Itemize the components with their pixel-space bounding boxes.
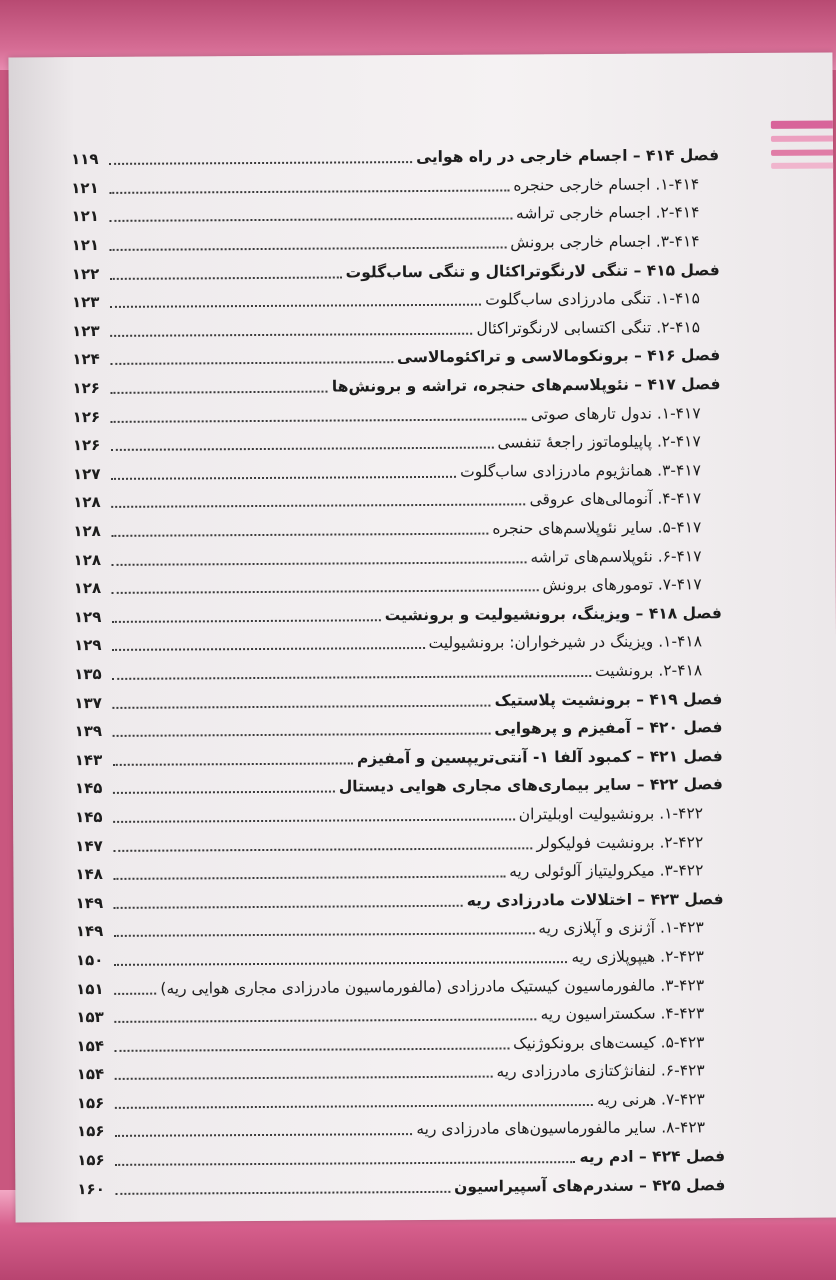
toc-page-number: ۱۲۸ bbox=[73, 579, 102, 598]
toc-entry-title: ۴-۴۱۷. آنومالی‌های عروقی bbox=[529, 489, 702, 509]
toc-dot-leader bbox=[109, 161, 412, 165]
toc-chapter-row bbox=[76, 885, 724, 918]
toc-entry-title: فصل ۴۱۴ – اجسام خارجی در راه هوایی bbox=[416, 146, 720, 167]
toc-page-number: ۱۵۳ bbox=[76, 1008, 104, 1027]
toc-entry-title: فصل ۴۱۵ – تنگی لارنگوتراکئال و تنگی ساب‌گلوت bbox=[345, 260, 720, 282]
toc-page-number: ۱۵۴ bbox=[76, 1065, 105, 1084]
toc-page-number: ۱۵۶ bbox=[76, 1093, 105, 1113]
toc-entry-title: ۱-۴۱۴. اجسام خارجی حنجره bbox=[513, 175, 700, 195]
toc-dot-leader bbox=[110, 391, 327, 394]
toc-chapter-row bbox=[77, 1142, 725, 1175]
toc-page-number: ۱۲۹ bbox=[73, 636, 102, 655]
toc-entry-title: ۴-۴۲۳. سکستراسیون ریه bbox=[540, 1004, 705, 1024]
toc-entry-title: ۵-۴۲۳. کیست‌های برونکوژنیک bbox=[513, 1032, 705, 1053]
toc-dot-leader bbox=[111, 504, 525, 509]
toc-page-number: ۱۵۴ bbox=[76, 1036, 105, 1055]
table-of-contents bbox=[71, 141, 725, 1203]
toc-dot-leader bbox=[110, 276, 342, 279]
toc-page-number: ۱۱۹ bbox=[71, 150, 99, 169]
toc-chapter-row bbox=[72, 370, 720, 403]
toc-section-row bbox=[72, 313, 720, 346]
toc-section-row bbox=[74, 656, 722, 689]
toc-entry-title: فصل ۴۲۵ – سندرم‌های آسپیراسیون bbox=[454, 1175, 726, 1196]
toc-dot-leader bbox=[112, 619, 381, 623]
toc-section-row bbox=[73, 541, 721, 574]
toc-entry-title: ۲-۴۲۲. برونشیت فولیکولر bbox=[536, 832, 704, 852]
toc-entry-title: ۱-۴۲۳. آژنزی و آپلازی ریه bbox=[538, 918, 704, 938]
toc-entry-title: ۲-۴۱۵. تنگی اکتسابی لارنگوتراکئال bbox=[476, 318, 701, 338]
toc-entry-title: فصل ۴۲۴ – ادم ریه bbox=[579, 1147, 726, 1167]
toc-entry-title: فصل ۴۱۷ – نئوپلاسم‌های حنجره، تراشه و برونش‌ها bbox=[331, 375, 721, 396]
toc-page-number: ۱۵۶ bbox=[77, 1151, 105, 1170]
toc-dot-leader bbox=[113, 762, 353, 765]
toc-entry-title: ۳-۴۱۷. همانژیوم مادرزادی ساب‌گلوت bbox=[460, 461, 702, 481]
toc-dot-leader bbox=[115, 1076, 493, 1080]
toc-chapter-row bbox=[72, 341, 720, 374]
toc-page-number: ۱۲۱ bbox=[71, 236, 100, 255]
toc-page-number: ۱۵۶ bbox=[76, 1122, 105, 1141]
toc-section-row bbox=[74, 570, 722, 603]
toc-entry-title: ۱-۴۱۷. ندول تارهای صوتی bbox=[530, 403, 701, 423]
toc-section-row bbox=[71, 170, 719, 203]
toc-entry-title: ۳-۴۲۳. مالفورماسیون کیستیک مادرزادی (مالفورماسیون مادرزادی مجاری هوایی ریه) bbox=[160, 975, 705, 998]
toc-chapter-row bbox=[75, 742, 723, 775]
toc-dot-leader bbox=[112, 704, 490, 708]
toc-entry-title: فصل ۴۱۶ – برونکومالاسی و تراکئومالاسی bbox=[396, 346, 721, 367]
toc-section-row bbox=[73, 399, 721, 432]
toc-entry-title: ۱-۴۱۵. تنگی مادرزادی ساب‌گلوت bbox=[485, 289, 700, 309]
toc-page-number: ۱۵۱ bbox=[76, 979, 104, 998]
toc-dot-leader bbox=[115, 1104, 593, 1109]
toc-dot-leader bbox=[114, 905, 463, 909]
toc-entry-title: ۶-۴۱۷. نئوپلاسم‌های تراشه bbox=[530, 546, 702, 566]
toc-section-row bbox=[75, 856, 723, 889]
toc-dot-leader bbox=[110, 247, 507, 251]
toc-page-number: ۱۲۱ bbox=[71, 178, 99, 198]
toc-page-number: ۱۳۵ bbox=[74, 664, 102, 684]
toc-entry-title: فصل ۴۲۳ – اختلالات مادرزادی ریه bbox=[466, 889, 724, 910]
toc-section-row bbox=[72, 227, 720, 260]
book-page bbox=[8, 52, 836, 1222]
toc-entry-title: ۶-۴۲۳. لنفانژکتازی مادرزادی ریه bbox=[496, 1061, 705, 1081]
toc-chapter-row bbox=[72, 256, 720, 289]
toc-chapter-row bbox=[77, 1171, 725, 1204]
toc-dot-leader bbox=[114, 933, 535, 938]
toc-dot-leader bbox=[114, 1018, 536, 1023]
toc-entry-title: فصل ۴۱۹ – برونشیت پلاستیک bbox=[494, 689, 723, 710]
toc-entry-title: ۸-۴۲۳. سایر مالفورماسیون‌های مادرزادی ریه bbox=[416, 1118, 706, 1139]
toc-dot-leader bbox=[111, 476, 456, 480]
toc-entry-title: ۲-۴۱۴. اجسام خارجی تراشه bbox=[515, 203, 700, 223]
toc-page-number: ۱۲۶ bbox=[72, 436, 101, 455]
toc-dot-leader bbox=[112, 675, 591, 680]
toc-dot-leader bbox=[111, 418, 527, 423]
toc-entry-title: ۲-۴۱۸. برونشیت bbox=[594, 661, 703, 680]
toc-entry-title: ۳-۴۲۲. میکرولیتیاز آلوئولی ریه bbox=[509, 861, 704, 881]
toc-page-number: ۱۳۹ bbox=[74, 722, 103, 741]
toc-section-row bbox=[71, 198, 719, 231]
toc-dot-leader bbox=[109, 218, 512, 222]
toc-chapter-row bbox=[75, 770, 723, 803]
toc-page-number: ۱۲۶ bbox=[72, 407, 101, 426]
toc-page-number: ۱۲۷ bbox=[72, 464, 101, 483]
toc-dot-leader bbox=[112, 561, 527, 566]
toc-page-number: ۱۲۳ bbox=[72, 321, 100, 341]
toc-section-row bbox=[74, 627, 722, 660]
toc-section-row bbox=[73, 484, 721, 517]
toc-entry-title: ۵-۴۱۷. سایر نئوپلاسم‌های حنجره bbox=[492, 518, 702, 538]
toc-section-row bbox=[75, 827, 723, 860]
toc-section-row bbox=[73, 513, 721, 546]
toc-dot-leader bbox=[113, 791, 335, 794]
toc-page-number: ۱۲۸ bbox=[73, 521, 101, 541]
toc-page-number: ۱۲۸ bbox=[73, 550, 102, 569]
toc-section-row bbox=[72, 284, 720, 317]
toc-entry-title: ۲-۴۱۷. پاپیلوماتوز راجعهٔ تنفسی bbox=[497, 432, 701, 452]
toc-page-number: ۱۲۹ bbox=[73, 607, 102, 626]
toc-page-number: ۱۴۹ bbox=[75, 922, 104, 941]
toc-dot-leader bbox=[115, 1047, 510, 1051]
toc-dot-leader bbox=[111, 447, 494, 451]
toc-dot-leader bbox=[109, 189, 509, 193]
toc-page-number: ۱۴۵ bbox=[75, 807, 103, 827]
toc-dot-leader bbox=[114, 992, 156, 994]
toc-section-row bbox=[76, 999, 724, 1032]
toc-dot-leader bbox=[110, 362, 393, 366]
toc-entry-title: ۷-۴۲۳. هرنی ریه bbox=[597, 1090, 705, 1109]
toc-dot-leader bbox=[114, 961, 567, 966]
toc-dot-leader bbox=[113, 733, 491, 737]
toc-entry-title: ۳-۴۱۴. اجسام خارجی برونش bbox=[510, 232, 700, 252]
toc-section-row bbox=[76, 913, 724, 946]
toc-page-number: ۱۲۶ bbox=[72, 379, 100, 398]
toc-chapter-row bbox=[74, 713, 722, 746]
toc-dot-leader bbox=[110, 333, 472, 337]
toc-page-number: ۱۴۵ bbox=[74, 779, 103, 798]
toc-page-number: ۱۴۸ bbox=[75, 865, 103, 884]
toc-entry-title: ۷-۴۱۷. تومورهای برونش bbox=[542, 575, 702, 595]
toc-dot-leader bbox=[110, 304, 481, 308]
toc-page-number: ۱۳۷ bbox=[74, 693, 102, 712]
toc-section-row bbox=[76, 942, 724, 975]
toc-dot-leader bbox=[113, 818, 515, 822]
toc-page-number: ۱۵۰ bbox=[75, 950, 104, 970]
toc-page-number: ۱۶۰ bbox=[77, 1179, 105, 1198]
toc-dot-leader bbox=[115, 1191, 450, 1195]
toc-section-row bbox=[76, 1028, 724, 1061]
toc-page-number: ۱۴۹ bbox=[75, 893, 104, 912]
toc-dot-leader bbox=[112, 590, 539, 595]
toc-page-number: ۱۲۴ bbox=[72, 350, 100, 369]
toc-page-number: ۱۴۳ bbox=[74, 750, 103, 769]
toc-entry-title: فصل ۴۲۰ – آمفیزم و پرهوایی bbox=[494, 718, 723, 738]
toc-entry-title: ۱-۴۱۸. ویزینگ در شیرخواران: برونشیولیت bbox=[428, 632, 703, 653]
toc-page-number: ۱۲۱ bbox=[71, 207, 99, 226]
toc-chapter-row bbox=[74, 599, 722, 632]
toc-dot-leader bbox=[115, 1161, 575, 1166]
toc-section-row bbox=[75, 799, 723, 832]
toc-entry-title: فصل ۴۲۲ – سایر بیماری‌های مجاری هوایی دیستال bbox=[338, 775, 723, 796]
toc-section-row bbox=[76, 970, 724, 1003]
toc-entry-title: ۲-۴۲۳. هیپوپلازی ریه bbox=[571, 947, 705, 967]
toc-dot-leader bbox=[113, 847, 532, 852]
toc-section-row bbox=[77, 1056, 725, 1089]
toc-chapter-row bbox=[74, 684, 722, 717]
toc-section-row bbox=[77, 1113, 725, 1146]
toc-section-row bbox=[77, 1085, 725, 1118]
toc-page-number: ۱۲۲ bbox=[71, 264, 100, 283]
toc-entry-title: فصل ۴۱۸ – ویزینگ، برونشیولیت و برونشیت bbox=[384, 603, 722, 625]
toc-dot-leader bbox=[115, 1134, 412, 1138]
toc-page-number: ۱۲۸ bbox=[73, 493, 101, 512]
toc-page-number: ۱۲۳ bbox=[71, 293, 100, 312]
toc-section-row bbox=[73, 456, 721, 489]
toc-dot-leader bbox=[113, 876, 505, 880]
toc-page-number: ۱۴۷ bbox=[75, 836, 103, 855]
toc-dot-leader bbox=[112, 647, 425, 651]
toc-chapter-row bbox=[71, 141, 719, 174]
toc-dot-leader bbox=[111, 533, 488, 537]
toc-entry-title: ۱-۴۲۲. برونشیولیت اوبلیتران bbox=[518, 804, 704, 824]
toc-section-row bbox=[73, 427, 721, 460]
toc-entry-title: فصل ۴۲۱ – کمبود آلفا ۱- آنتی‌تریپسین و آمفیزم bbox=[356, 746, 723, 768]
corner-stripes-decoration bbox=[771, 120, 833, 168]
